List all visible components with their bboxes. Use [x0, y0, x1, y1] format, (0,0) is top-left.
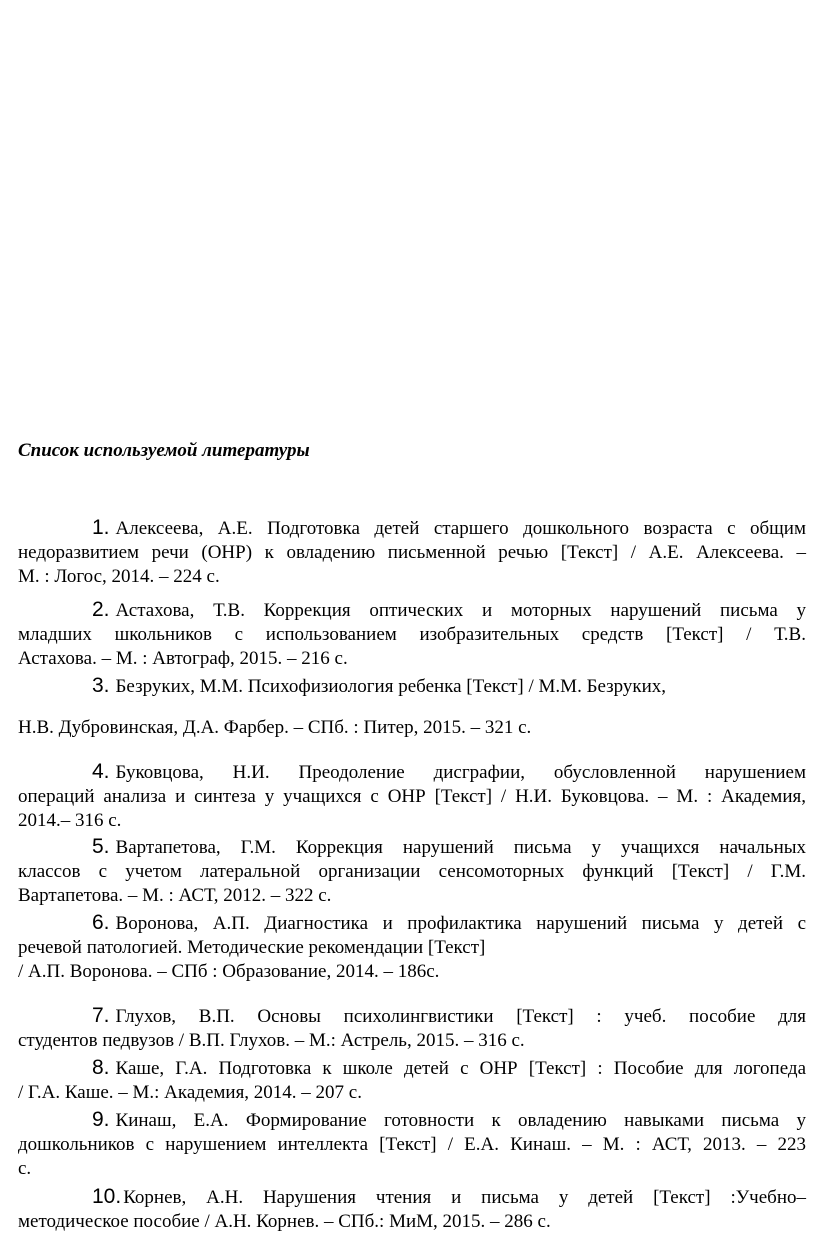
- entry-line: классов с учетом латеральной организации сенсомоторных функций [Текст] / Г.М.: [18, 861, 806, 882]
- entry-line: методическое пособие / А.Н. Корнев. – СПб.: МиМ, 2015. – 286 с.: [18, 1211, 551, 1232]
- entry-line: Вартапетова, Г.М. Коррекция нарушений письма у учащихся начальных: [115, 837, 806, 858]
- entry-line: Н.В. Дубровинская, Д.А. Фарбер. – СПб. : Питер, 2015. – 321 с.: [18, 717, 532, 738]
- entry-number: 1.: [92, 516, 110, 539]
- entry-line: Корнев, А.Н. Нарушения чтения и письма у детей [Текст] :Учебно–: [123, 1187, 806, 1208]
- reference-entry-4: [18, 760, 806, 833]
- reference-entry-3-continuation: [18, 716, 806, 740]
- reference-entry-6: [18, 911, 806, 984]
- entry-line: Каше, Г.А. Подготовка к школе детей с ОНР [Текст] : Пособие для логопеда: [115, 1058, 806, 1079]
- entry-line: Кинаш, Е.А. Формирование готовности к овладению навыками письма у: [115, 1110, 806, 1131]
- reference-entry-9: [18, 1108, 806, 1181]
- entry-line: студентов педвузов / В.П. Глухов. – М.: Астрель, 2015. – 316 с.: [18, 1030, 525, 1051]
- entry-number: 4.: [92, 760, 110, 783]
- reference-entry-10: [18, 1185, 806, 1234]
- entry-line: с.: [18, 1158, 32, 1179]
- reference-entry-2: [18, 598, 806, 671]
- entry-line: Астахова. – М. : Автограф, 2015. – 216 с.: [18, 648, 348, 669]
- entry-number: 8.: [92, 1056, 110, 1079]
- reference-entry-3: [18, 674, 806, 699]
- entry-number: 10.: [92, 1185, 122, 1208]
- entry-line: М. : Логос, 2014. – 224 с.: [18, 566, 220, 587]
- entry-line: / А.П. Воронова. – СПб : Образование, 2014. – 186с.: [18, 961, 440, 982]
- entry-number: 9.: [92, 1108, 110, 1131]
- entry-number: 5.: [92, 835, 110, 858]
- entry-line: Глухов, В.П. Основы психолингвистики [Текст] : учеб. пособие для: [115, 1006, 806, 1027]
- entry-line: / Г.А. Каше. – М.: Академия, 2014. – 207 с.: [18, 1082, 362, 1103]
- entry-line: Алексеева, А.Е. Подготовка детей старшего дошкольного возраста с общим: [115, 518, 806, 539]
- entry-line: Буковцова, Н.И. Преодоление дисграфии, обусловленной нарушением: [115, 762, 806, 783]
- entry-line: речевой патологией. Методические рекомендации [Текст]: [18, 937, 486, 958]
- reference-entry-7: [18, 1004, 806, 1053]
- entry-line: операций анализа и синтеза у учащихся с ОНР [Текст] / Н.И. Буковцова. – М. : Академия,: [18, 786, 806, 807]
- reference-entry-8: [18, 1056, 806, 1105]
- page-title: Список используемой литературы: [18, 440, 310, 461]
- reference-entry-1: [18, 516, 806, 589]
- entry-number: 7.: [92, 1004, 110, 1027]
- entry-line: Воронова, А.П. Диагностика и профилактика нарушений письма у детей с: [115, 913, 806, 934]
- entry-number: 3.: [92, 674, 110, 697]
- entry-line: Безруких, М.М. Психофизиология ребенка [Текст] / М.М. Безруких,: [115, 676, 667, 697]
- reference-entry-5: [18, 835, 806, 908]
- entry-line: недоразвитием речи (ОНР) к овладению письменной речью [Текст] / А.Е. Алексеева. –: [18, 542, 806, 563]
- entry-line: Вартапетова. – М. : АСТ, 2012. – 322 с.: [18, 885, 332, 906]
- entry-line: младших школьников с использованием изобразительных средств [Текст] / Т.В.: [18, 624, 806, 645]
- entry-number: 6.: [92, 911, 110, 934]
- entry-line: Астахова, Т.В. Коррекция оптических и моторных нарушений письма у: [115, 600, 806, 621]
- entry-number: 2.: [92, 598, 110, 621]
- entry-line: 2014.– 316 с.: [18, 810, 122, 831]
- entry-line: дошкольников с нарушением интеллекта [Текст] / Е.А. Кинаш. – М. : АСТ, 2013. – 223: [18, 1134, 806, 1155]
